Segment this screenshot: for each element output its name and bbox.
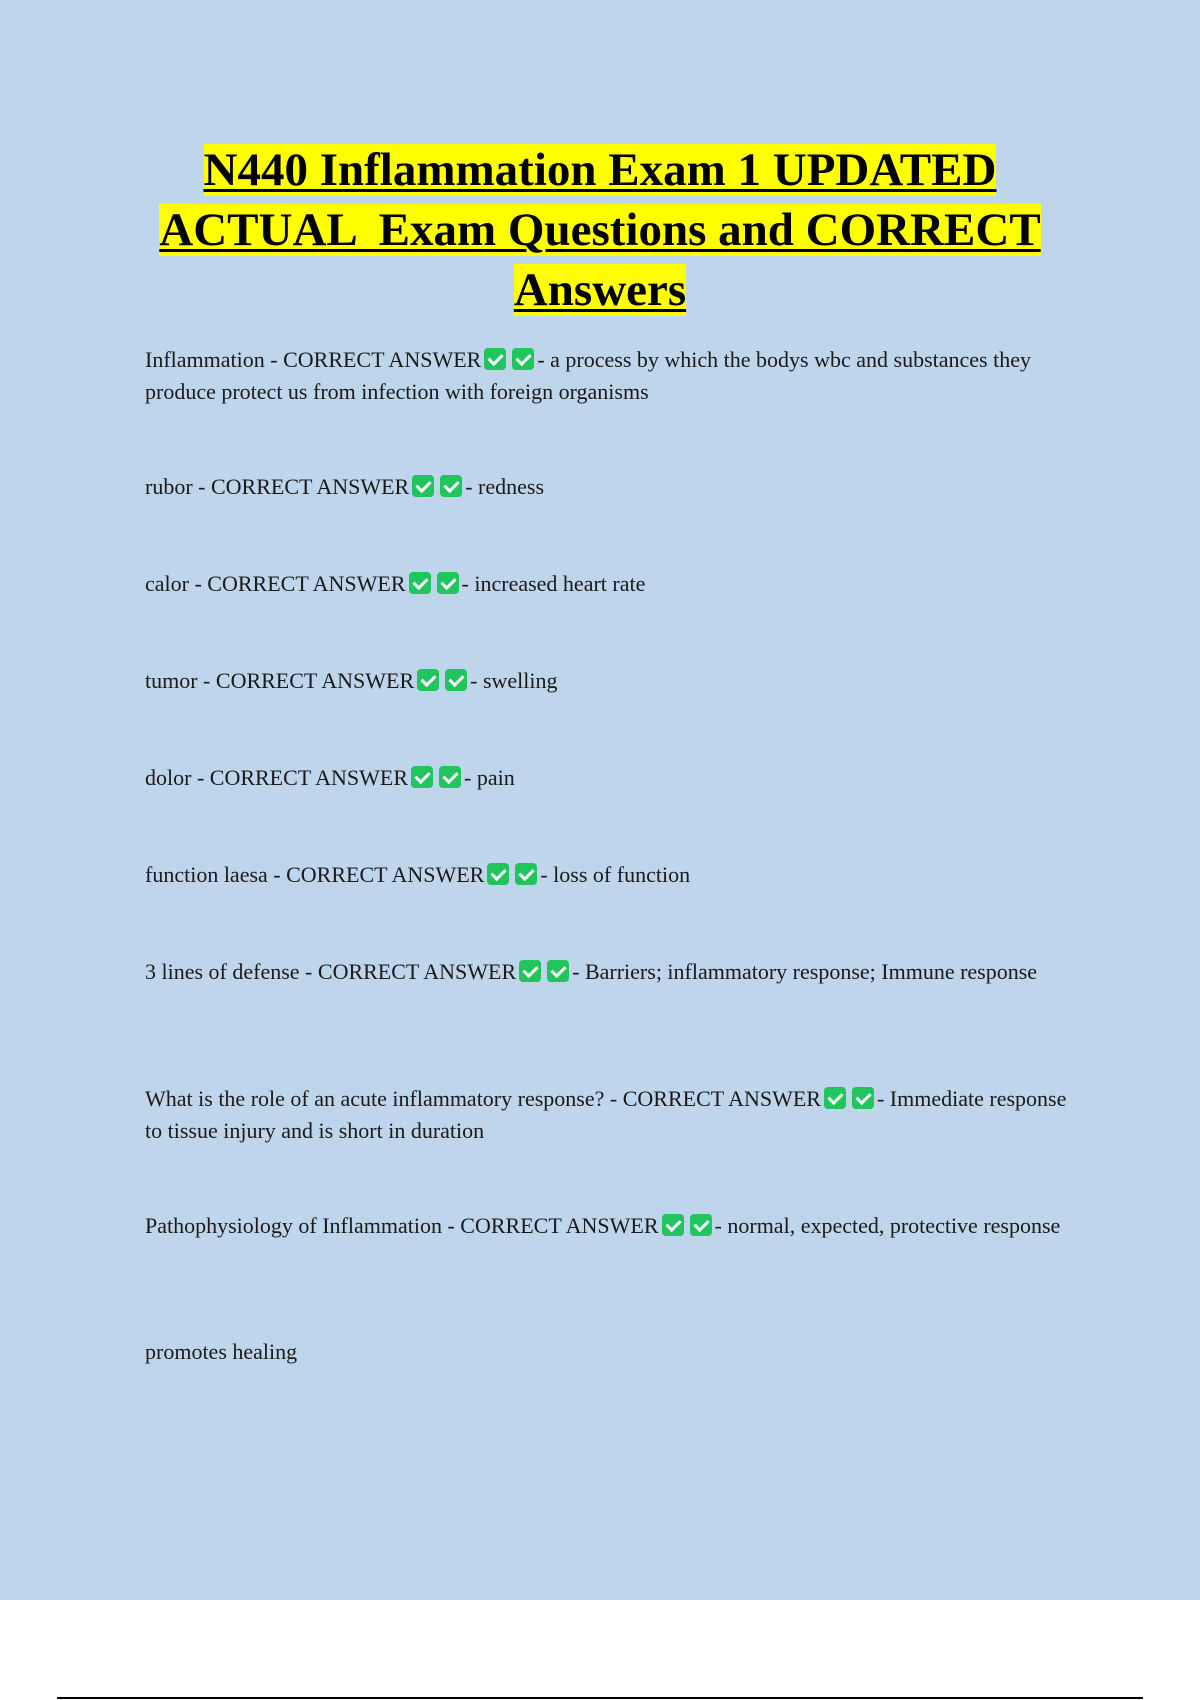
- qa-item-inflammation: [145, 344, 1085, 408]
- qa-term: rubor -: [145, 474, 211, 499]
- qa-answer: - loss of function: [540, 862, 691, 887]
- title-line-3: Answers: [513, 264, 687, 316]
- check-icon: [412, 475, 434, 497]
- correct-answer-label: CORRECT ANSWER: [209, 765, 409, 790]
- qa-answer: - increased heart rate: [461, 571, 646, 596]
- check-icon: [515, 863, 537, 885]
- qa-term: Pathophysiology of Inflammation -: [145, 1213, 461, 1238]
- check-icon: [409, 572, 431, 594]
- check-icon: [445, 669, 467, 691]
- qa-answer: - Barriers; inflammatory response; Immune response: [572, 959, 1038, 984]
- qa-answer: - Immediate response to tissue injury and is short in duration: [145, 1086, 1067, 1143]
- qa-term: dolor -: [145, 765, 210, 790]
- correct-answer-label: CORRECT ANSWER: [210, 474, 410, 499]
- check-icon: [487, 863, 509, 885]
- correct-answer-label: CORRECT ANSWER: [207, 571, 406, 596]
- qa-term: tumor -: [145, 668, 216, 693]
- qa-term: Inflammation -: [145, 347, 284, 372]
- qa-item-function-laesa: [145, 859, 1085, 891]
- qa-term: What is the role of an acute inflammatory response? -: [145, 1086, 623, 1111]
- check-icon: [512, 348, 534, 370]
- check-icon: [852, 1087, 874, 1109]
- check-icon: [547, 960, 569, 982]
- qa-item-rubor: [145, 471, 1085, 503]
- qa-answer: - redness: [465, 474, 545, 499]
- check-icon: [662, 1214, 684, 1236]
- qa-answer: - pain: [464, 765, 515, 790]
- correct-answer-label: CORRECT ANSWER: [286, 862, 485, 887]
- check-icon: [439, 766, 461, 788]
- footer-rule: [57, 1697, 1143, 1699]
- correct-answer-label: CORRECT ANSWER: [215, 668, 415, 693]
- check-icon: [519, 960, 541, 982]
- qa-item-acute-response: [145, 1083, 1085, 1147]
- qa-answer: - a process by which the bodys wbc and substances they produce protect us from infection with foreign organisms: [145, 347, 1031, 404]
- correct-answer-label: CORRECT ANSWER: [622, 1086, 821, 1111]
- qa-item-tumor: [145, 665, 1085, 697]
- qa-term: function laesa -: [145, 862, 287, 887]
- correct-answer-label: CORRECT ANSWER: [460, 1213, 659, 1238]
- qa-item-calor: [145, 568, 1085, 600]
- check-icon: [417, 669, 439, 691]
- qa-item-lines-of-defense: [145, 956, 1085, 988]
- qa-answer: - swelling: [470, 668, 558, 693]
- title-line-1: N440 Inflammation Exam 1 UPDATED: [203, 144, 997, 196]
- check-icon: [690, 1214, 712, 1236]
- qa-answer: - normal, expected, protective response: [714, 1213, 1061, 1238]
- qa-item-pathophysiology: [145, 1210, 1085, 1242]
- check-icon: [437, 572, 459, 594]
- title-line-2: ACTUAL Exam Questions and CORRECT: [159, 204, 1041, 256]
- trailing-text-content: promotes healing: [145, 1339, 298, 1364]
- correct-answer-label: CORRECT ANSWER: [317, 959, 517, 984]
- qa-item-dolor: [145, 762, 1085, 794]
- document-title: [100, 140, 1100, 320]
- qa-term: calor -: [145, 571, 208, 596]
- check-icon: [484, 348, 506, 370]
- qa-term: 3 lines of defense -: [145, 959, 318, 984]
- check-icon: [824, 1087, 846, 1109]
- correct-answer-label: CORRECT ANSWER: [283, 347, 482, 372]
- trailing-text: [145, 1336, 1085, 1368]
- check-icon: [411, 766, 433, 788]
- check-icon: [440, 475, 462, 497]
